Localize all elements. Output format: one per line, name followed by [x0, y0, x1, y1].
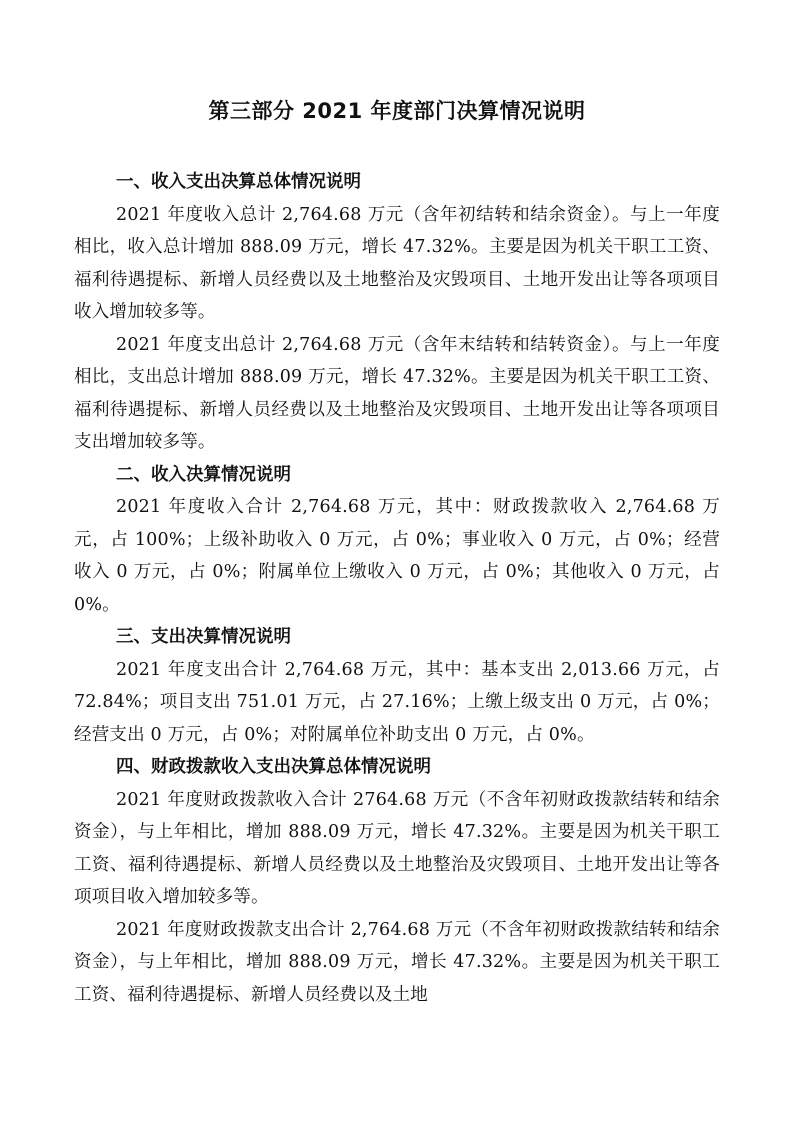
paragraph: 2021 年度收入总计 2,764.68 万元（含年初结转和结余资金）。与上一年度相比，收入总计增加 888.09 万元，增长 47.32%。主要是因为机关干职工工资、福利待遇提标、新增人员经费以及土地整治及灾毁项目、土地开发出让等各项项目收入增加较多等。 — [74, 204, 720, 322]
section-heading: 二、收入决算情况说明 — [116, 464, 291, 485]
paragraph: 2021 年度财政拨款收入合计 2764.68 万元（不含年初财政拨款结转和结余资金），与上年相比，增加 888.09 万元，增长 47.32%。主要是因为机关干职工工资、福利待遇提标、新增人员经费以及土地整治及灾毁项目、土地开发出让等各项项目收入增加较多等。 — [74, 789, 720, 907]
paragraph: 2021 年度财政拨款支出合计 2,764.68 万元（不含年初财政拨款结转和结余资金），与上年相比，增加 888.09 万元，增长 47.32%。主要是因为机关干职工工资、福利待遇提标、新增人员经费以及土地 — [74, 919, 720, 1005]
document-title: 第三部分 2021 年度部门决算情况说明 — [208, 99, 586, 123]
section-heading: 四、财政拨款收入支出决算总体情况说明 — [116, 757, 431, 777]
section-heading: 三、支出决算情况说明 — [116, 627, 291, 647]
section-heading: 一、收入支出决算总体情况说明 — [116, 172, 361, 192]
section-fiscal-appropriation-overview — [74, 751, 720, 1011]
paragraph: 2021 年度支出总计 2,764.68 万元（含年末结转和结转资金）。与上一年度相比，支出总计增加 888.09 万元，增长 47.32%。主要是因为机关干职工工资、福利待遇提标、新增人员经费以及土地整治及灾毁项目、土地开发出让等各项项目支出增加较多等。 — [74, 334, 720, 452]
document-page — [74, 96, 720, 1011]
section-income-accounts — [74, 459, 720, 622]
paragraph: 2021 年度支出合计 2,764.68 万元，其中：基本支出 2,013.66 万元，占 72.84%；项目支出 751.01 万元，占 27.16%；上缴上级支出 0 万元，占 0%；经营支出 0 万元，占 0%；对附属单位补助支出 0 万元，占 0%。 — [74, 659, 720, 745]
paragraph: 2021 年度收入合计 2,764.68 万元，其中：财政拨款收入 2,764.68 万元，占 100%；上级补助收入 0 万元，占 0%；事业收入 0 万元，占 0%；经营收入 0 万元，占 0%；附属单位上缴收入 0 万元，占 0%；其他收入 0 万元，占 0%。 — [74, 497, 720, 615]
section-expenditure-accounts — [74, 621, 720, 751]
section-income-expenditure-overview — [74, 166, 720, 459]
